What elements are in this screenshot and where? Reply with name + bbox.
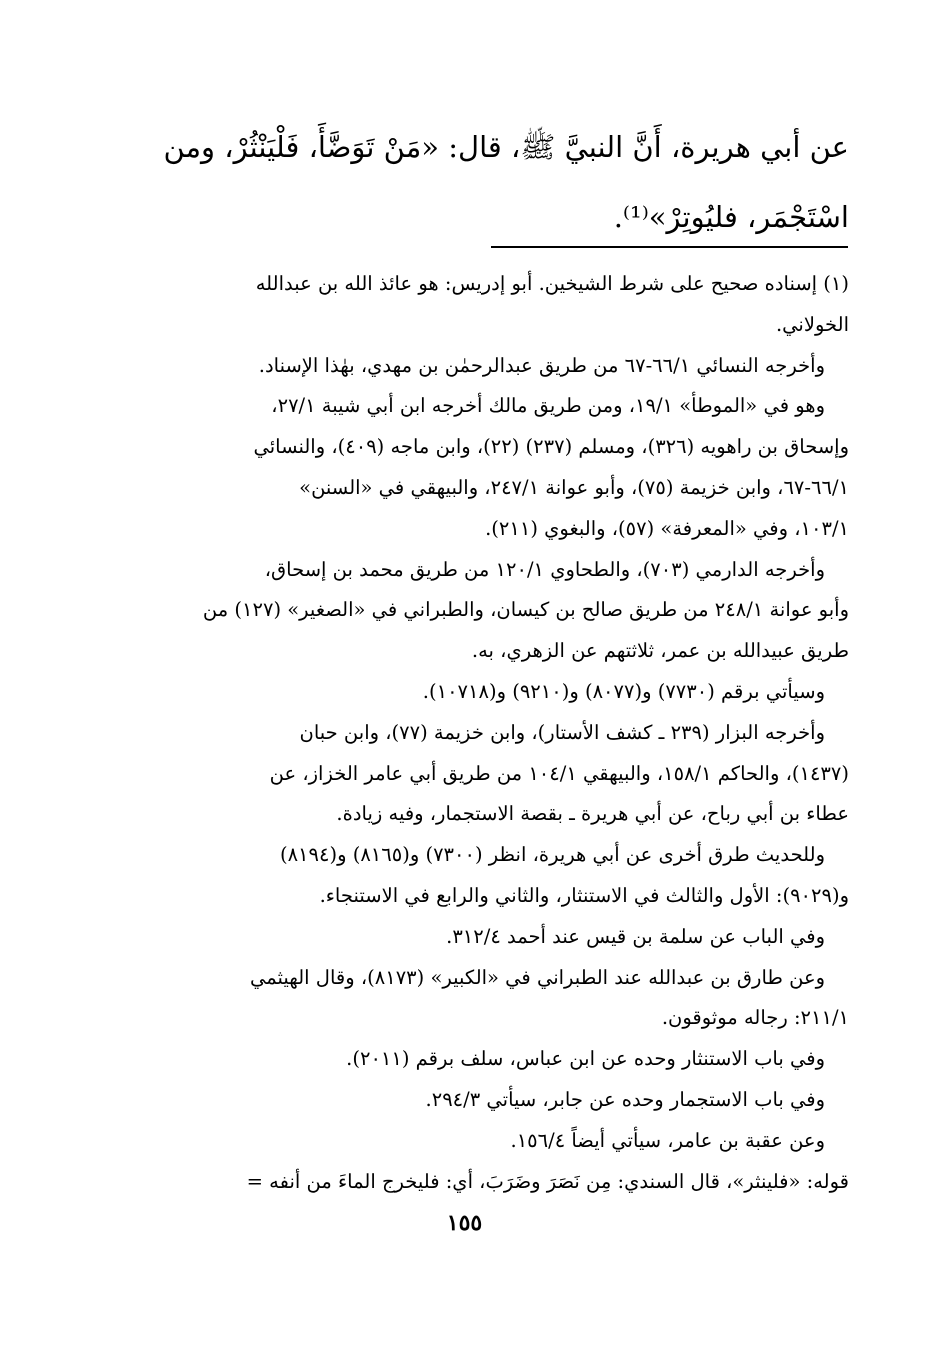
footnote-line: ١٠٣/١، وفي «المعرفة» (٥٧)، والبغوي (٢١١).	[485, 516, 849, 540]
footnote-line: ٦٦/١-٦٧، وابن خزيمة (٧٥)، وأبو عوانة ٢٤٧/١، والبيهقي في «السنن»	[299, 475, 849, 499]
footnote-line: الخولاني.	[775, 312, 849, 336]
footnote-line: وأخرجه الدارمي (٧٠٣)، والطحاوي ١٢٠/١ من طريق محمد بن إسحاق،	[264, 557, 825, 581]
footnote-line: (١٤٣٧)، والحاكم ١٥٨/١، والبيهقي ١٠٤/١ من طريق أبي عامر الخزاز، عن	[269, 761, 849, 785]
footnote-line: وهو في «الموطأ» ١٩/١، ومن طريق مالك أخرجه ابن أبي شيبة ٢٧/١،	[271, 394, 825, 418]
footnote-line: وأخرجه البزار (٢٣٩ ـ كشف الأستار)، وابن خزيمة (٧٧)، وابن حبان	[299, 720, 825, 744]
footnote-line: وأخرجه النسائي ٦٦/١-٦٧ من طريق عبدالرحمٰن بن مهدي، بهٰذا الإسناد.	[258, 353, 825, 377]
footnote-line: وسيأتي برقم (٧٧٣٠) و(٨٠٧٧) و(٩٢١٠) و(١٠٧١٨).	[422, 679, 825, 703]
hadith-line: اسْتَجْمَر، فليُوتِرْ»⁽¹⁾.	[613, 200, 849, 234]
footnote-line: قوله: «فلينثر»، قال السندي: مِن نَصَرَ وضَرَبَ، أي: فليخرج الماءَ من أنفه =	[246, 1169, 849, 1193]
footnote-line: وفي باب الاستنثار وحده عن ابن عباس، سلف برقم (٢٠١١).	[346, 1047, 825, 1071]
hadith-text	[138, 112, 849, 252]
page-number: ١٥٥	[446, 1210, 483, 1236]
footnote-line: وعن عقبة بن عامر، سيأتي أيضاً ١٥٦/٤.	[510, 1128, 825, 1152]
footnote-line: عطاء بن أبي رباح، عن أبي هريرة ـ بقصة الاستجمار، وفيه زيادة.	[336, 802, 849, 826]
footnote-line: طريق عبيدالله بن عمر، ثلاثتهم عن الزهري، به.	[471, 639, 849, 663]
footnote-line: (١) إسناده صحيح على شرط الشيخين. أبو إدريس: هو عائذ الله بن عبدالله	[255, 272, 849, 295]
footnotes	[138, 264, 849, 1202]
footnote-line: وفي الباب عن سلمة بن قيس عند أحمد ٣١٢/٤.	[446, 924, 825, 948]
footnote-line: وللحديث طرق أخرى عن أبي هريرة، انظر (٧٣٠٠) و(٨١٦٥) و(٨١٩٤)	[279, 843, 825, 867]
hadith-line: عن أبي هريرة، أَنَّ النبيَّ ﷺ، قال: «مَنْ تَوَضَّأَ، فَلْيَنْثُرْ، ومن	[163, 130, 849, 164]
footnote-line: وأبو عوانة ٢٤٨/١ من طريق صالح بن كيسان، والطبراني في «الصغير» (١٢٧) من	[202, 598, 849, 622]
footnote-line: وعن طارق بن عبدالله عند الطبراني في «الكبير» (٨١٧٣)، وقال الهيثمي	[249, 965, 825, 989]
footnote-line: ٢١١/١: رجاله موثوقون.	[661, 1006, 849, 1030]
footnote-line: و(٩٠٢٩): الأول والثالث في الاستنثار، والثاني والرابع في الاستنجاء.	[319, 883, 849, 907]
footnote-line: وفي باب الاستجمار وحده عن جابر، سيأتي ٢٩٤/٣.	[425, 1087, 825, 1111]
footnote-line: وإسحاق بن راهويه (٣٢٦)، ومسلم (٢٣٧) (٢٢)، وابن ماجه (٤٠٩)، والنسائي	[253, 435, 849, 459]
footnote-separator	[491, 246, 848, 248]
